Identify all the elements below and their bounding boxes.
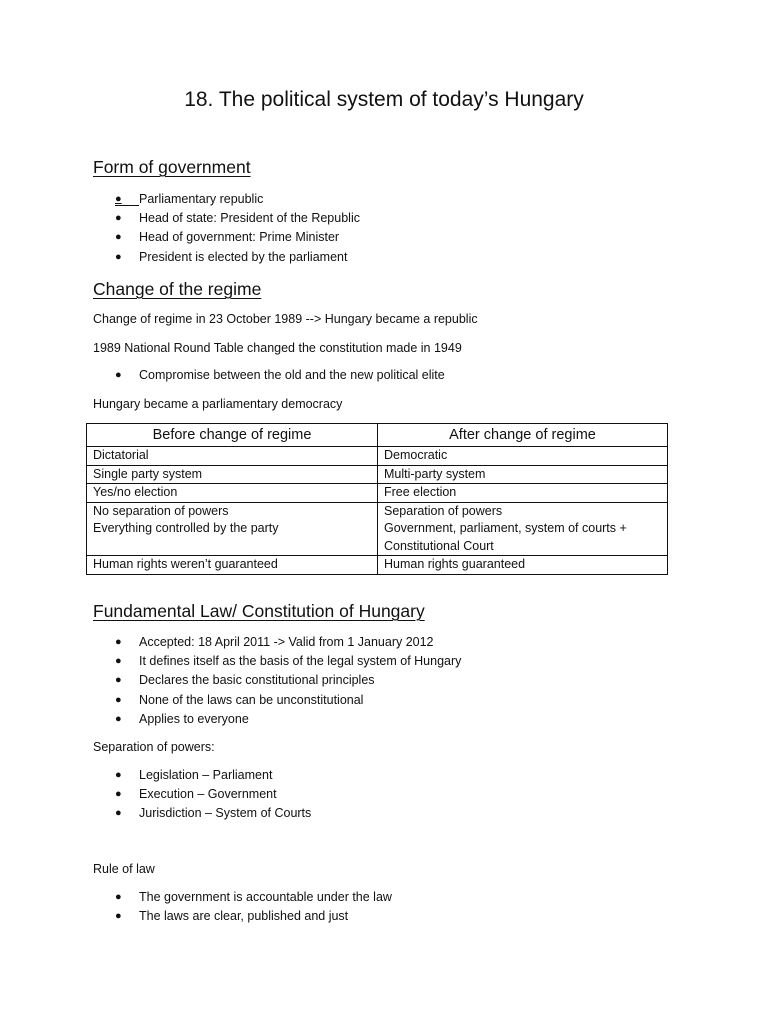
bullet-icon: ● <box>115 636 122 648</box>
list-item: ● It defines itself as the basis of the legal system of Hungary <box>93 652 461 671</box>
table-row <box>87 556 668 575</box>
separation-of-powers-label: Separation of powers: <box>93 740 215 754</box>
table-header-row <box>87 424 668 447</box>
bullet-icon: ● <box>115 910 122 923</box>
list-item: ● The government is accountable under the law <box>93 888 392 907</box>
bullet-icon: ● <box>115 769 122 781</box>
table-row <box>87 502 668 556</box>
bullet-icon: ● <box>115 788 122 801</box>
separation-of-powers-list <box>93 766 311 824</box>
table-cell-before: No separation of powers Everything controlled by the party <box>87 502 378 556</box>
list-item: ● Legislation – Parliament <box>93 766 311 785</box>
table-cell-before: Yes/no election <box>87 484 378 503</box>
list-item: ● Declares the basic constitutional principles <box>93 671 461 690</box>
bullet-icon: ● <box>115 190 122 209</box>
table-row <box>87 484 668 503</box>
form-of-government-list <box>93 190 360 267</box>
table-cell-before: Human rights weren’t guaranteed <box>87 556 378 575</box>
list-item: ● The laws are clear, published and just <box>93 907 392 926</box>
list-item: ● Execution – Government <box>93 785 311 804</box>
list-item: ● Head of state: President of the Republic <box>93 209 360 228</box>
bullet-icon: ● <box>115 231 122 244</box>
change-paragraph-2: 1989 National Round Table changed the constitution made in 1949 <box>93 341 462 355</box>
bullet-icon: ● <box>115 655 122 668</box>
bullet-icon: ● <box>115 807 122 820</box>
table-cell-after: Separation of powers Government, parliament, system of courts + Constitutional Court <box>378 502 668 556</box>
change-of-regime-heading: Change of the regime <box>93 279 262 299</box>
table-cell-after: Democratic <box>378 447 668 466</box>
list-item: ● Parliamentary republic <box>93 190 360 209</box>
table-cell-before: Single party system <box>87 465 378 484</box>
bullet-icon: ● <box>115 891 122 903</box>
table-row <box>87 447 668 466</box>
table-cell-after: Human rights guaranteed <box>378 556 668 575</box>
page-title: 18. The political system of today’s Hungary <box>184 88 584 111</box>
table-cell-before: Dictatorial <box>87 447 378 466</box>
list-item: ● Accepted: 18 April 2011 -> Valid from 1 January 2012 <box>93 633 461 652</box>
change-paragraph-1: Change of regime in 23 October 1989 --> Hungary became a republic <box>93 312 478 326</box>
fundamental-law-heading: Fundamental Law/ Constitution of Hungary <box>93 601 425 621</box>
bullet-icon: ● <box>115 693 122 706</box>
list-item: ● None of the laws can be unconstitutional <box>93 691 461 710</box>
rule-of-law-label: Rule of law <box>93 862 155 876</box>
bullet-icon: ● <box>115 674 122 687</box>
table-cell-after: Multi-party system <box>378 465 668 484</box>
list-item: ● President is elected by the parliament <box>93 248 360 267</box>
table-header-before: Before change of regime <box>87 424 378 447</box>
change-list <box>93 366 445 385</box>
table-cell-after: Free election <box>378 484 668 503</box>
bullet-icon: ● <box>115 712 122 725</box>
change-paragraph-3: Hungary became a parliamentary democracy <box>93 397 343 411</box>
list-item: ● Head of government: Prime Minister <box>93 228 360 247</box>
table-header-after: After change of regime <box>378 424 668 447</box>
fundamental-law-list <box>93 633 461 729</box>
form-of-government-heading: Form of government <box>93 157 251 177</box>
list-item: ● Applies to everyone <box>93 710 461 729</box>
rule-of-law-list <box>93 888 392 926</box>
list-item: ● Jurisdiction – System of Courts <box>93 804 311 823</box>
bullet-icon: ● <box>115 369 122 381</box>
bullet-icon: ● <box>115 250 122 263</box>
regime-comparison-table <box>86 423 668 575</box>
list-item: ● Compromise between the old and the new political elite <box>93 366 445 385</box>
table-row <box>87 465 668 484</box>
bullet-icon: ● <box>115 212 122 225</box>
